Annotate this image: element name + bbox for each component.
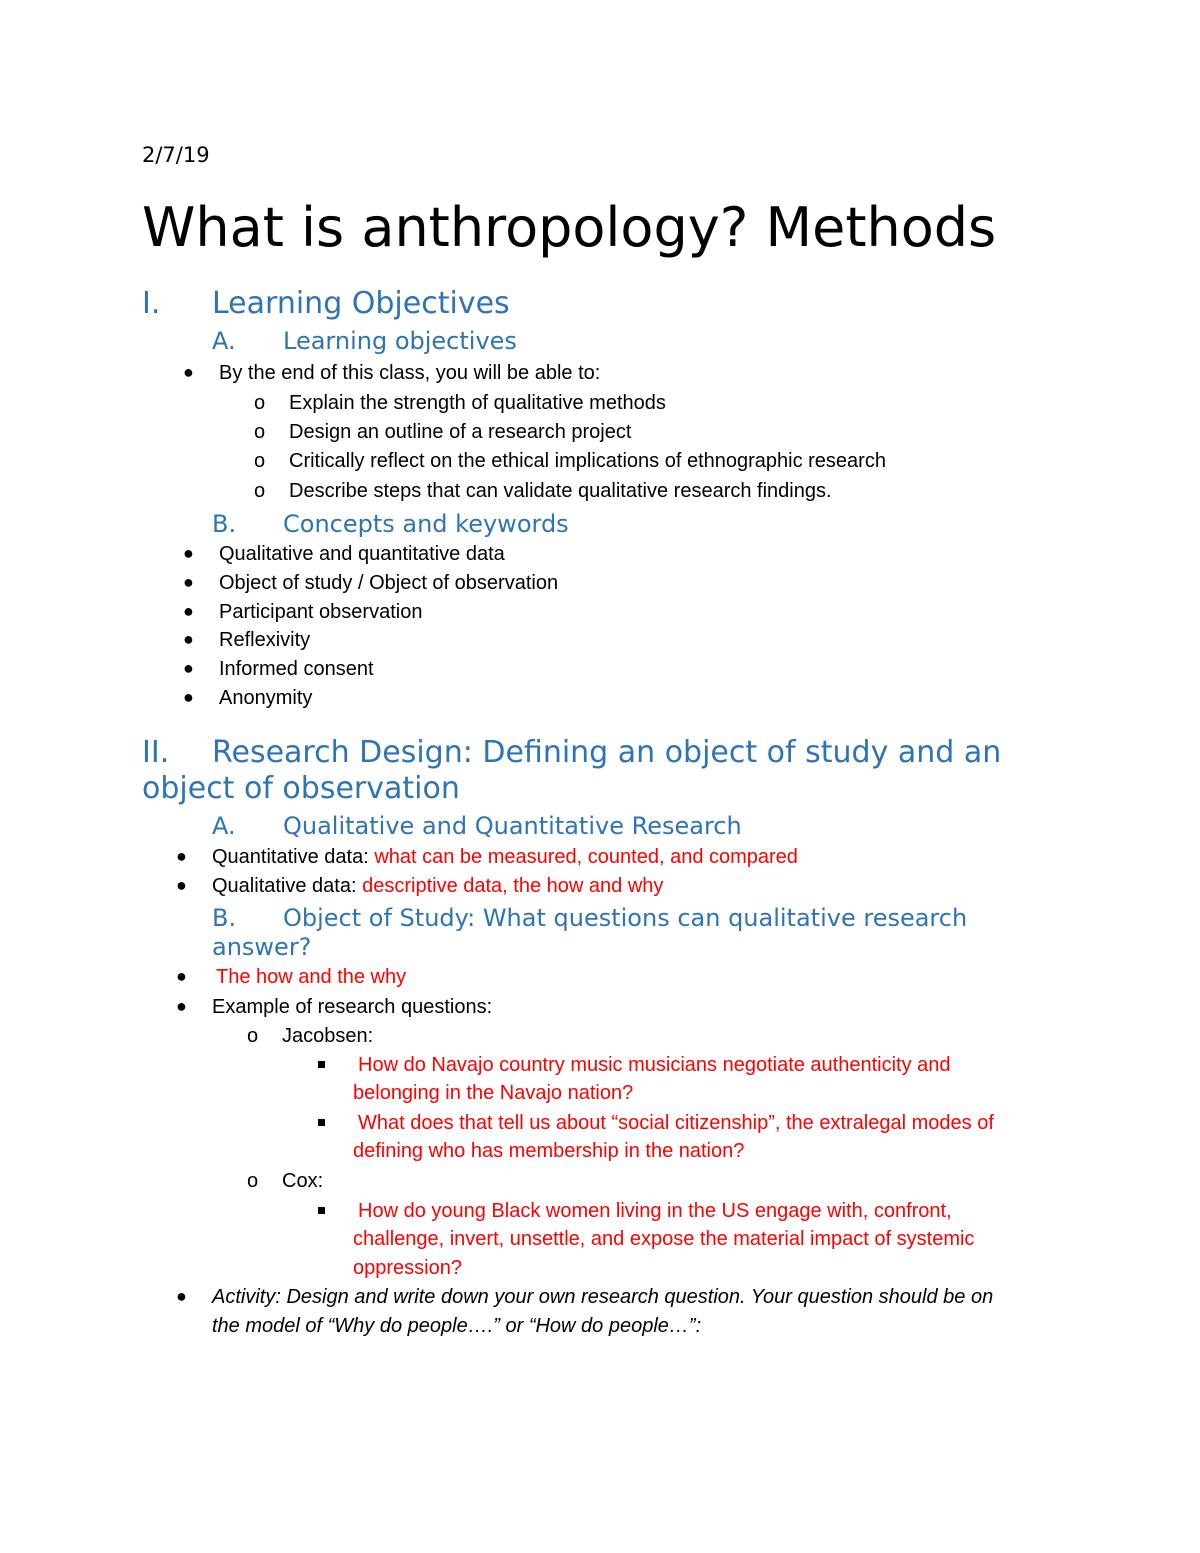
- list-item-text: Informed consent: [219, 658, 374, 680]
- list-item-text: oppression?: [353, 1257, 462, 1279]
- list-item-text: Activity: Design and write down your own research question. Your question should be on: [212, 1286, 994, 1308]
- subsection-2a-title: Qualitative and Quantitative Research: [283, 812, 742, 840]
- list-item-text: Describe steps that can validate qualitative research findings.: [289, 480, 832, 502]
- section-1-heading: [142, 286, 510, 321]
- circle-bullet-icon: o: [247, 1025, 259, 1047]
- bullet-icon: ●: [183, 572, 194, 592]
- bullet-icon: ●: [183, 601, 194, 621]
- square-bullet-icon: [318, 1119, 325, 1126]
- list-item-text: Reflexivity: [219, 629, 311, 651]
- section-2-numeral: II.: [142, 735, 170, 770]
- bullet-icon: ●: [183, 543, 194, 563]
- circle-bullet-icon: o: [247, 1170, 259, 1192]
- list-item-text: belonging in the Navajo nation?: [353, 1082, 634, 1104]
- subsection-1b-heading: [212, 510, 569, 538]
- section-2-title-line1: Research Design: Defining an object of study and an: [212, 735, 1002, 770]
- subsection-1b-title: Concepts and keywords: [283, 510, 569, 538]
- list-item-text: How do young Black women living in the US engage with, confront,: [358, 1200, 952, 1222]
- data-label: Qualitative data:: [212, 875, 363, 897]
- list-item-text: Object of study / Object of observation: [219, 572, 559, 594]
- subsection-2b-title-line2: answer?: [212, 933, 312, 961]
- list-item-text: Jacobsen:: [282, 1025, 374, 1047]
- section-1-title: Learning Objectives: [212, 286, 510, 321]
- circle-bullet-icon: o: [254, 450, 266, 472]
- bullet-icon: ●: [176, 966, 187, 986]
- subsection-2a-letter: A.: [212, 812, 236, 840]
- data-definition: what can be measured, counted, and compared: [374, 846, 798, 868]
- list-item-text: Cox:: [282, 1170, 324, 1192]
- list-item-text: Critically reflect on the ethical implications of ethnographic research: [289, 450, 886, 472]
- bullet-icon: ●: [183, 362, 194, 382]
- subsection-1b-letter: B.: [212, 510, 237, 538]
- list-item-text: Anonymity: [219, 687, 313, 709]
- circle-bullet-icon: o: [254, 392, 266, 414]
- list-item-text: How do Navajo country music musicians negotiate authenticity and: [358, 1054, 951, 1076]
- bullet-icon: ●: [183, 687, 194, 707]
- list-item-text: Example of research questions:: [212, 996, 493, 1018]
- list-item-text: Explain the strength of qualitative methods: [289, 392, 666, 414]
- list-item-text: What does that tell us about “social citizenship”, the extralegal modes of: [358, 1112, 994, 1134]
- subsection-1a-title: Learning objectives: [283, 327, 517, 355]
- subsection-2b-letter: B.: [212, 904, 237, 932]
- bullet-icon: ●: [176, 996, 187, 1016]
- subsection-2b-title-line1: Object of Study: What questions can qualitative research: [283, 904, 968, 932]
- data-label: Quantitative data:: [212, 846, 375, 868]
- list-item-text: challenge, invert, unsettle, and expose the material impact of systemic: [353, 1228, 975, 1250]
- data-definition: descriptive data, the how and why: [362, 875, 664, 897]
- subsection-1a-heading: [212, 327, 517, 355]
- section-2-title-line2: object of observation: [142, 771, 460, 806]
- list-item-text: Design an outline of a research project: [289, 421, 632, 443]
- square-bullet-icon: [318, 1207, 325, 1214]
- subsection-1a-letter: A.: [212, 327, 236, 355]
- bullet-icon: ●: [176, 875, 187, 895]
- list-item-text: By the end of this class, you will be able to:: [219, 362, 601, 384]
- list-item-text: [212, 846, 798, 869]
- list-item-text: Qualitative and quantitative data: [219, 543, 505, 565]
- section-1-numeral: I.: [142, 286, 161, 321]
- document-title: What is anthropology? Methods: [142, 196, 997, 259]
- circle-bullet-icon: o: [254, 480, 266, 502]
- subsection-2a-heading: [212, 812, 742, 840]
- square-bullet-icon: [318, 1061, 325, 1068]
- bullet-icon: ●: [183, 629, 194, 649]
- section-2-heading: [142, 735, 1002, 770]
- bullet-icon: ●: [176, 1286, 187, 1306]
- list-item-text: Participant observation: [219, 601, 423, 623]
- circle-bullet-icon: o: [254, 421, 266, 443]
- list-item-text: [212, 875, 663, 898]
- list-item-text: the model of “Why do people….” or “How do people…”:: [212, 1315, 702, 1337]
- bullet-icon: ●: [176, 846, 187, 866]
- list-item-text: The how and the why: [216, 966, 407, 988]
- subsection-2b-heading: [212, 904, 968, 932]
- document-date: 2/7/19: [142, 143, 210, 167]
- bullet-icon: ●: [183, 658, 194, 678]
- list-item-text: defining who has membership in the nation?: [353, 1140, 745, 1162]
